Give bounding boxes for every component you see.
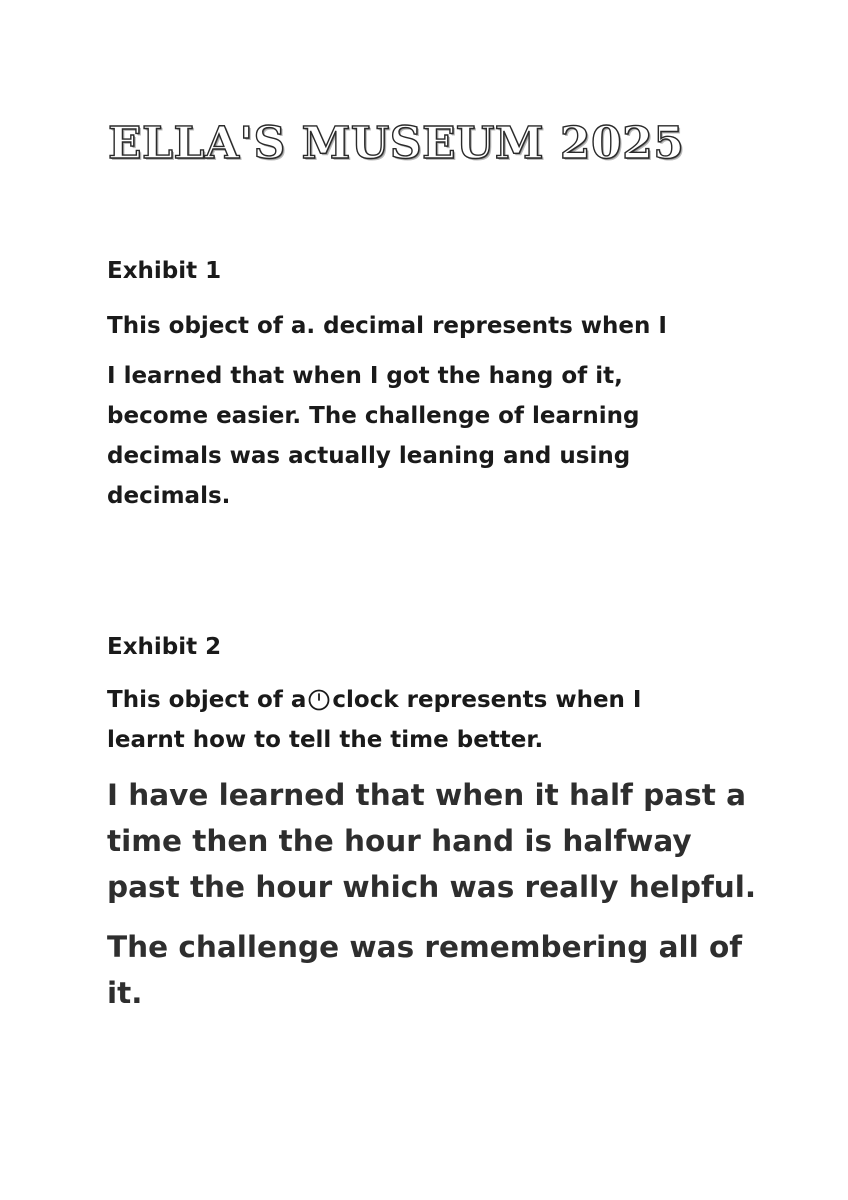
clock-icon (308, 689, 330, 711)
exhibit-2-reflection-line: past the hour which was really helpful. (107, 870, 757, 904)
exhibit-1-reflection-line: decimals was actually leaning and using (107, 443, 631, 469)
exhibit-1-heading: Exhibit 1 (107, 258, 222, 284)
exhibit-2-intro-line-1 (107, 680, 642, 720)
exhibit-2-challenge-line: The challenge was remembering all of (107, 930, 743, 964)
exhibit-1-reflection (107, 356, 639, 516)
exhibit-2-challenge (107, 924, 742, 1016)
exhibit-2-challenge-line: it. (107, 976, 143, 1010)
exhibit-2-intro (107, 680, 642, 760)
exhibit-1-reflection-line: I learned that when I got the hang of it, (107, 363, 623, 389)
exhibit-2-reflection-line: I have learned that when it half past a (107, 778, 747, 812)
page-title: ELLA'S MUSEUM 2025 (108, 118, 685, 169)
exhibit-2-intro-line-2: learnt how to tell the time better. (107, 727, 544, 753)
exhibit-2-intro-before-icon: This object of a (107, 687, 307, 713)
exhibit-2-reflection (107, 772, 756, 910)
exhibit-2-intro-after-icon: clock represents when I (332, 687, 642, 713)
exhibit-2-heading: Exhibit 2 (107, 634, 222, 660)
exhibit-1-intro: This object of a. decimal represents when I (107, 313, 667, 339)
exhibit-1-reflection-line: become easier. The challenge of learning (107, 403, 640, 429)
exhibit-2-reflection-line: time then the hour hand is halfway (107, 824, 692, 858)
exhibit-1-reflection-line: decimals. (107, 483, 231, 509)
